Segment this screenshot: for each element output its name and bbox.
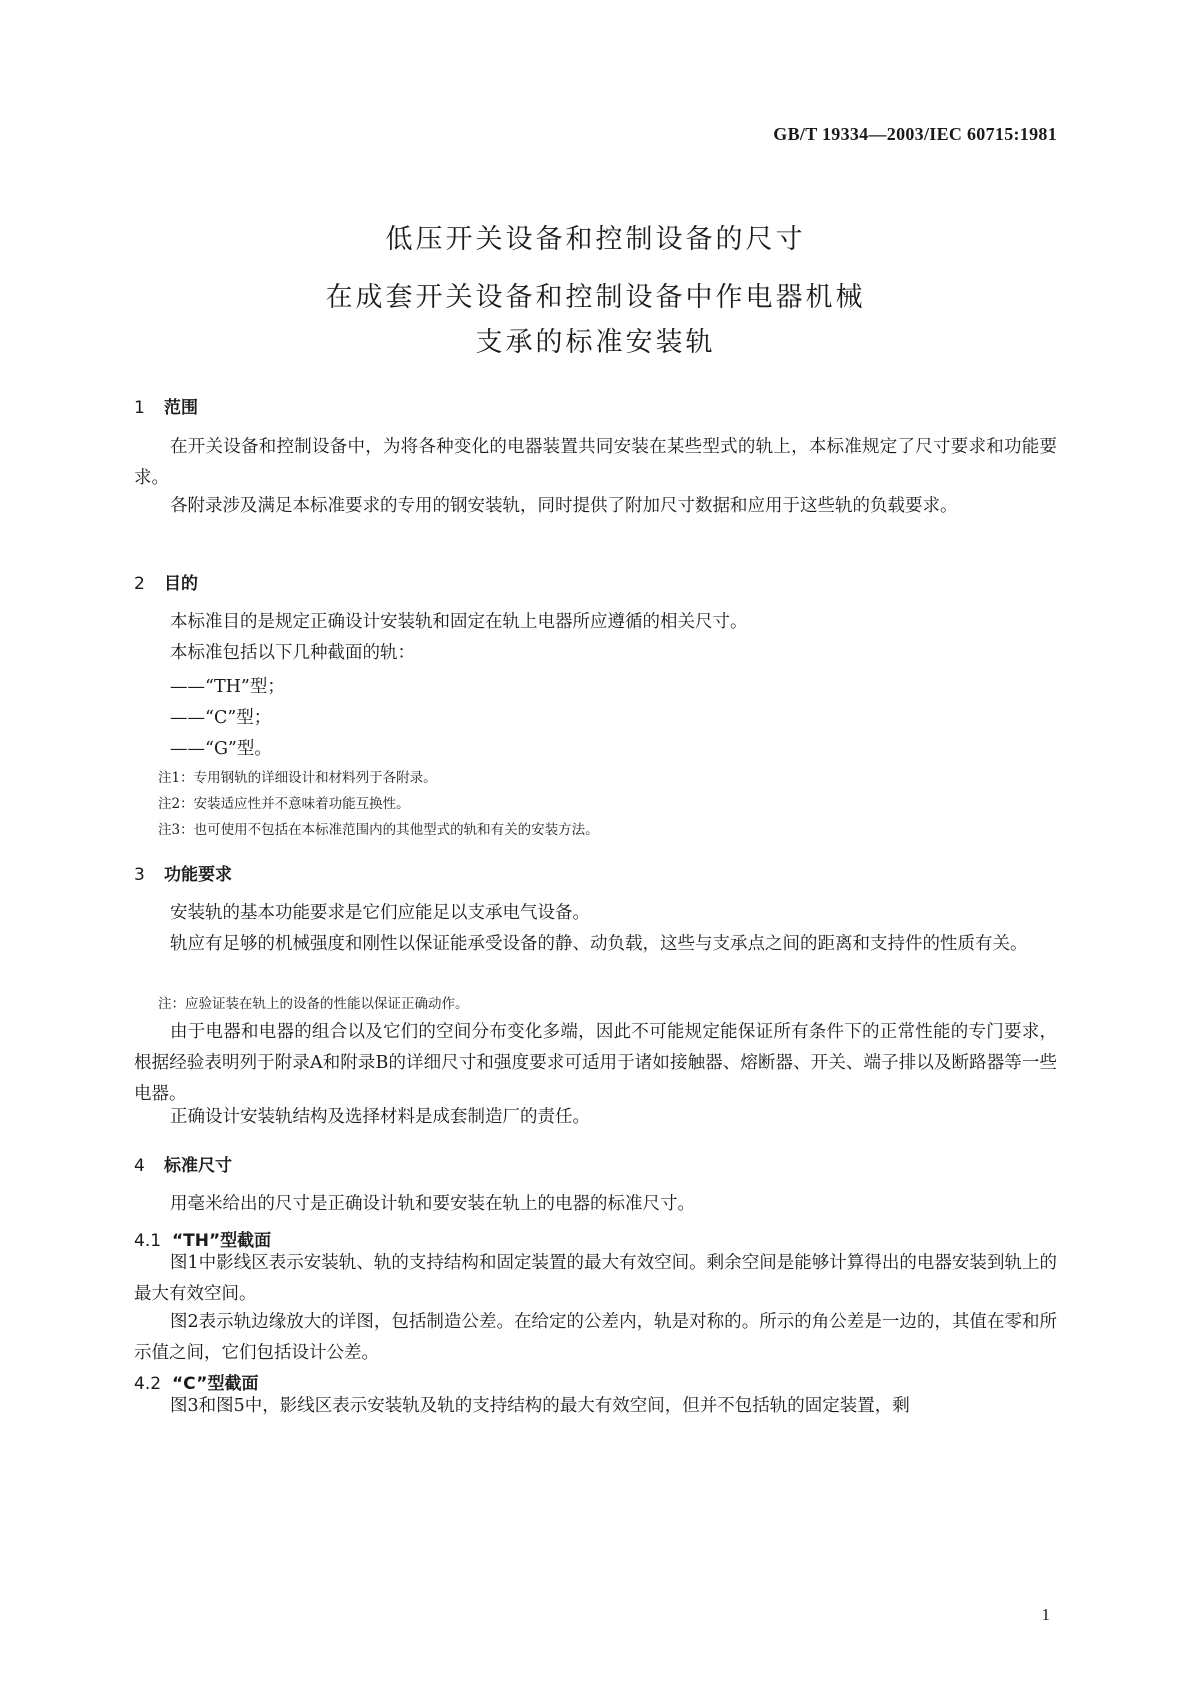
section-number: 4.2 <box>134 1374 162 1394</box>
list-item: ——“G”型。 <box>170 739 272 759</box>
section-title: 范围 <box>164 398 198 418</box>
section-title: “TH”型截面 <box>172 1231 272 1251</box>
section-title: 功能要求 <box>164 865 232 885</box>
note: 注2：安装适应性并不意味着功能互换性。 <box>158 796 410 812</box>
list-item: ——“C”型； <box>170 708 272 728</box>
title-line-1: 低压开关设备和控制设备的尺寸 <box>385 224 806 255</box>
paragraph: 图2表示轨边缘放大的详图，包括制造公差。在给定的公差内，轨是对称的。所示的角公差是一边的，其值在零和所示值之间，它们包括设计公差。 <box>134 1312 1057 1363</box>
paragraph: 在开关设备和控制设备中，为将各种变化的电器装置共同安装在某些型式的轨上，本标准规定了尺寸要求和功能要求。 <box>134 437 1057 488</box>
section-number: 4.1 <box>134 1231 162 1251</box>
paragraph: 安装轨的基本功能要求是它们应能足以支承电气设备。 <box>170 903 590 923</box>
title-line-2: 在成套开关设备和控制设备中作电器机械 <box>325 282 866 313</box>
paragraph: 图1中影线区表示安装轨、轨的支持结构和固定装置的最大有效空间。剩余空间是能够计算得出的电器安装到轨上的最大有效空间。 <box>134 1253 1057 1304</box>
paragraph: 图3和图5中，影线区表示安装轨及轨的支持结构的最大有效空间，但并不包括轨的固定装置，剩 <box>170 1396 910 1416</box>
paragraph: 本标准包括以下几种截面的轨： <box>170 643 415 663</box>
section-number: 1 <box>134 398 145 418</box>
section-2-heading <box>134 569 198 594</box>
note: 注1：专用钢轨的详细设计和材料列于各附录。 <box>158 770 437 786</box>
section-title: 标准尺寸 <box>164 1156 232 1176</box>
paragraph: 由于电器和电器的组合以及它们的空间分布变化多端，因此不可能规定能保证所有条件下的正常性能的专门要求，根据经验表明列于附录A和附录B的详细尺寸和强度要求可适用于诸如接触器、熔断器、开关、端子排以及断路器等一些电器。 <box>134 1022 1057 1104</box>
section-4-heading <box>134 1151 232 1176</box>
note: 注3：也可使用不包括在本标准范围内的其他型式的轨和有关的安装方法。 <box>158 822 599 838</box>
section-title: 目的 <box>164 574 198 594</box>
paragraph: 正确设计安装轨结构及选择材料是成套制造厂的责任。 <box>170 1107 590 1127</box>
page-number: 1 <box>1041 1605 1050 1624</box>
section-1-heading <box>134 393 198 418</box>
paragraph: 用毫米给出的尺寸是正确设计轨和要安装在轨上的电器的标准尺寸。 <box>170 1194 695 1214</box>
section-number: 4 <box>134 1156 145 1176</box>
standard-code: GB/T 19334—2003/IEC 60715:1981 <box>773 124 1057 144</box>
section-number: 2 <box>134 574 145 594</box>
paragraph: 本标准目的是规定正确设计安装轨和固定在轨上电器所应遵循的相关尺寸。 <box>170 612 748 632</box>
section-title: “C”型截面 <box>172 1374 259 1394</box>
section-number: 3 <box>134 865 145 885</box>
note: 注：应验证装在轨上的设备的性能以保证正确动作。 <box>158 996 469 1012</box>
paragraph: 各附录涉及满足本标准要求的专用的钢安装轨，同时提供了附加尺寸数据和应用于这些轨的负载要求。 <box>170 496 958 516</box>
title-line-3: 支承的标准安装轨 <box>475 327 716 358</box>
paragraph: 轨应有足够的机械强度和刚性以保证能承受设备的静、动负载，这些与支承点之间的距离和支持件的性质有关。 <box>170 934 1028 954</box>
list-item: ——“TH”型； <box>170 677 285 697</box>
section-3-heading <box>134 860 232 885</box>
